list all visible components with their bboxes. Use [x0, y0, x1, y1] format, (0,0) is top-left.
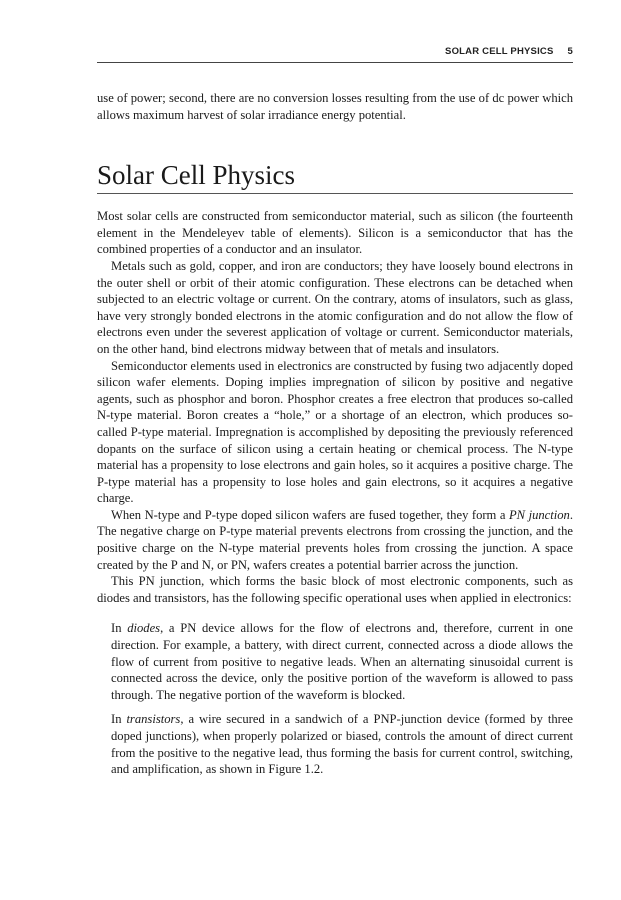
pn-junction-text-after: . The negative charge on P-type material prevents electrons from crossing the junction, and the positive charge on the N-type material prevents holes from crossing the junction. A space created by the P and N, or PN, wafers creates a potential barrier across the junction. [97, 507, 574, 572]
section-heading: Solar Cell Physics [97, 159, 573, 194]
paragraph-semiconductors: Most solar cells are constructed from semiconductor material, such as silicon (the fourteenth element in the Mendeleyev table of elements). Silicon is a semiconductor that has the combined properties of a conductor and an insulator. [97, 209, 573, 257]
diodes-lead: In [111, 621, 128, 636]
paragraph-conductors-insulators: Metals such as gold, copper, and iron are conductors; they have loosely bound electrons in the outer shell or orbit of their atomic configuration. These electrons can be detached when subjected to an electric voltage or current. On the contrary, atoms of insulators, such as glass, have very strongly bonded electrons in the atomic configuration and do not allow the flow of electrons even under the severest application of voltage or current. Semiconductor materials, on the other hand, bind electrons midway between that of metals and insulators. [97, 258, 573, 356]
intro-paragraph: use of power; second, there are no conversion losses resulting from the use of dc power which allows maximum harvest of solar irradiance energy potential. [97, 91, 573, 122]
paragraph-doping: Semiconductor elements used in electronics are constructed by fusing two adjacently doped silicon wafer elements. Doping implies impregnation of silicon by positive and negative agents, such as phosphor and boron. Phosphor creates a free electron that produces so-called N-type material. Boron creates a “hole,” or a shortage of an electron, which produces so-called P-type material. Impregnation is accomplished by depositing the previously referenced dopants on the surface of silicon using a certain heating or chemical process. The N-type material has a propensity to lose electrons and gain holes, so it acquires a positive charge. The P-type material has a propensity to lose holes and gain electrons, so it acquires a negative charge. [97, 358, 573, 506]
page-number: 5 [567, 46, 573, 57]
paragraph-operational-uses: This PN junction, which forms the basic block of most electronic components, such as diodes and transistors, has the following specific operational uses when applied in electronics: [97, 574, 573, 605]
transistors-lead: In [111, 712, 127, 727]
uses-block [111, 620, 573, 777]
diodes-text: , a PN device allows for the flow of electrons and, therefore, current in one direction. For example, a battery, with direct current, connected across a diode allows the flow of current from positive to negative leads. When an alternating sinusoidal current is connected across the device, only the positive portion of the waveform is allowed to pass through. The negative portion of the waveform is blocked. [111, 621, 573, 702]
pn-junction-term: PN junction [508, 507, 570, 522]
transistors-term: transistors [126, 712, 181, 727]
diodes-paragraph [111, 620, 573, 703]
running-head [97, 46, 573, 63]
page-content [97, 90, 573, 778]
running-title: SOLAR CELL PHYSICS [445, 46, 554, 57]
transistors-paragraph [111, 711, 573, 777]
section-body [97, 208, 573, 778]
pn-junction-text-before: When N-type and P-type doped silicon wafers are fused together, they form a [111, 507, 509, 522]
diodes-term: diodes [127, 621, 161, 636]
transistors-text: , a wire secured in a sandwich of a PNP-junction device (formed by three doped junctions), when properly polarized or biased, controls the amount of direct current from the positive to the negative lead, thus forming the basis for current control, switching, and amplification, as shown in Figure 1.2. [111, 712, 573, 777]
paragraph-pn-junction [97, 507, 573, 573]
